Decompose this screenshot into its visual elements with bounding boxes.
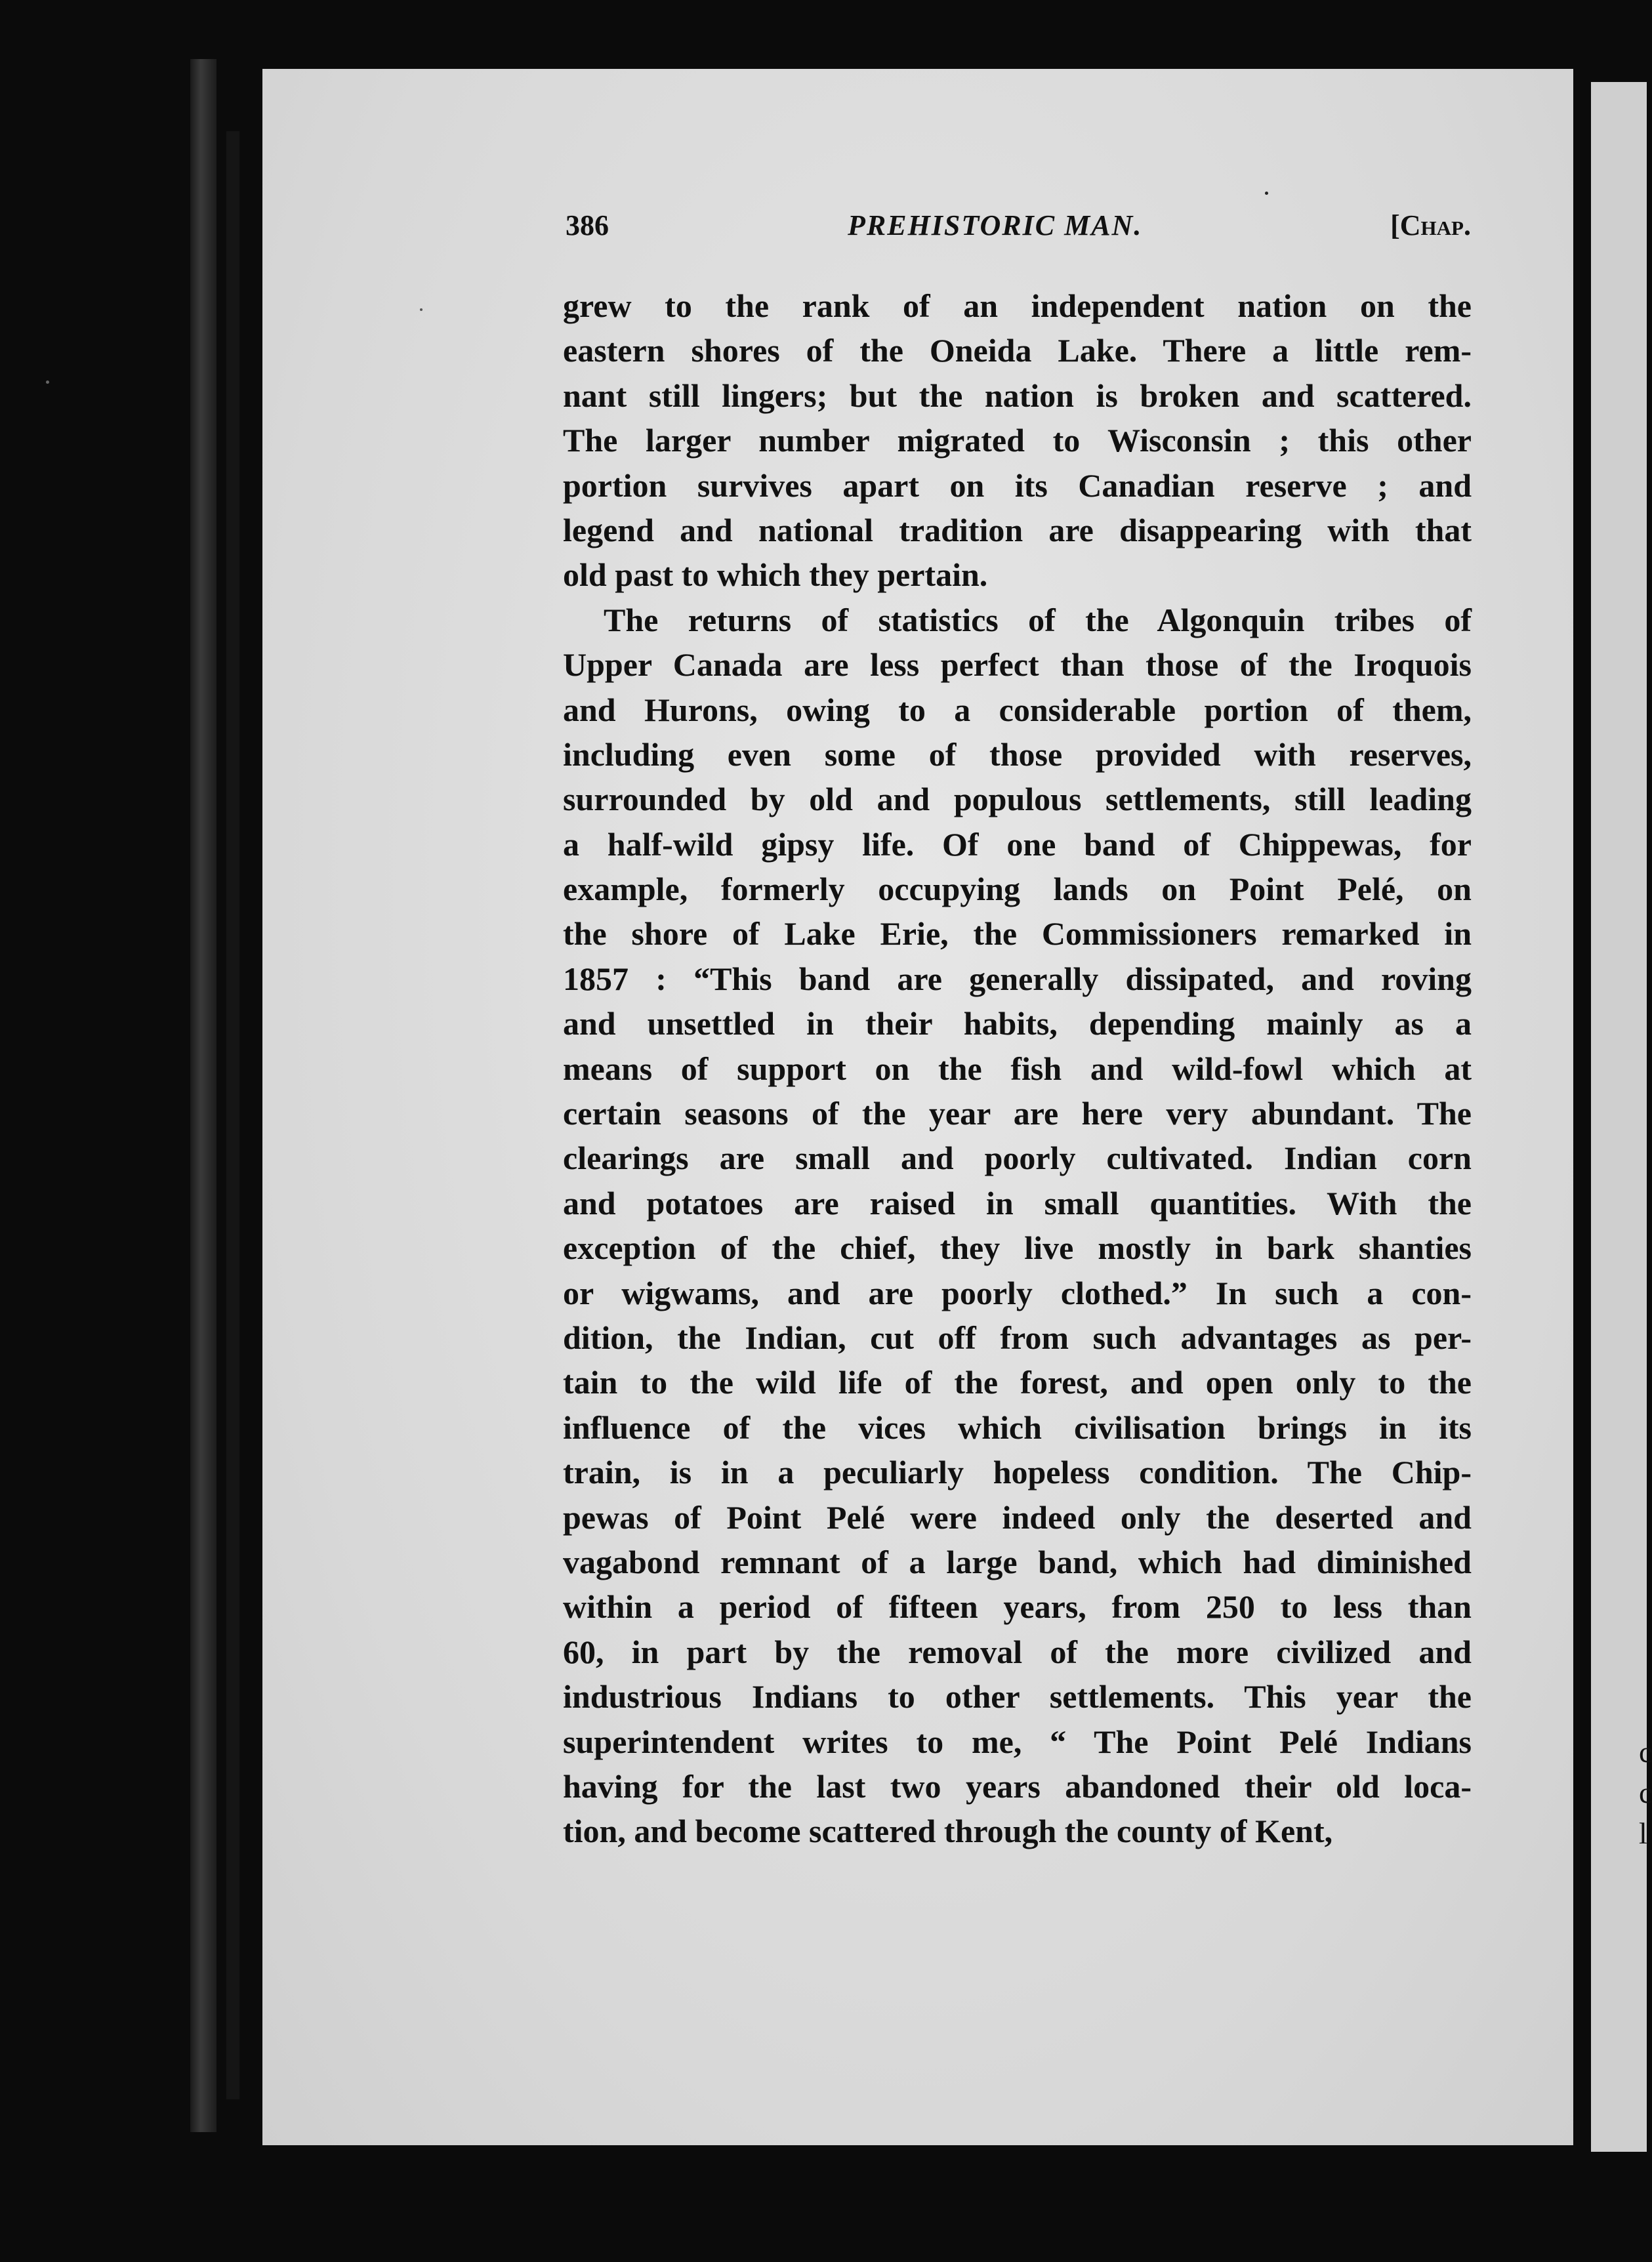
text-line: Upper Canada are less perfect than those of the Iroquois (563, 646, 1472, 684)
text-line: train, is in a peculiarly hopeless condition. The Chip- (563, 1454, 1472, 1491)
text-line: pewas of Point Pelé were indeed only the deserted and (563, 1498, 1472, 1536)
text-line: nant still lingers; but the nation is broken and scattered. (563, 377, 1472, 414)
text-line: influence of the vices which civilisation brings in its (563, 1409, 1472, 1446)
text-line: industrious Indians to other settlements. This year the (563, 1678, 1472, 1716)
text-line: within a period of fifteen years, from 250 to less than (563, 1588, 1472, 1626)
text-line: portion survives apart on its Canadian reserve ; and (563, 466, 1472, 504)
text-line: and potatoes are raised in small quantities. With the (563, 1184, 1472, 1222)
text-line: eastern shores of the Oneida Lake. There a little rem- (563, 332, 1472, 369)
text-line: surrounded by old and populous settlements, still leading (563, 781, 1472, 818)
facing-page-char: c (1639, 1735, 1652, 1769)
text-line: having for the last two years abandoned their old loca- (563, 1767, 1472, 1805)
text-line: tain to the wild life of the forest, and open only to the (563, 1364, 1472, 1401)
text-line: 1857 : “This band are generally dissipated, and roving (563, 960, 1472, 997)
scan-speck (420, 308, 423, 311)
text-line: vagabond remnant of a large band, which had diminished (563, 1543, 1472, 1580)
binding-edge (226, 131, 239, 2099)
facing-page-fragment (1639, 1732, 1652, 1854)
text-line: the shore of Lake Erie, the Commissioners remarked in (563, 915, 1472, 953)
scan-speck (46, 380, 49, 384)
text-line: dition, the Indian, cut off from such advantages as per- (563, 1319, 1472, 1356)
text-line: means of support on the fish and wild-fowl which at (563, 1050, 1472, 1087)
text-line: grew to the rank of an independent nation on the (563, 287, 1472, 324)
running-title: PREHISTORIC MAN. (848, 209, 1143, 241)
facing-page-char: l (1639, 1817, 1647, 1850)
running-head (566, 209, 1471, 248)
text-line: legend and national tradition are disappearing with that (563, 511, 1472, 548)
text-line: tion, and become scattered through the county of Kent, (563, 1813, 1333, 1850)
text-line: old past to which they pertain. (563, 556, 988, 594)
text-line: exception of the chief, they live mostly in bark shanties (563, 1229, 1472, 1267)
text-line: The larger number migrated to Wisconsin ; this other (563, 422, 1472, 459)
text-line: certain seasons of the year are here very abundant. The (563, 1095, 1472, 1132)
scan-speck (1265, 192, 1268, 195)
text-line: superintendent writes to me, “ The Point Pelé Indians (563, 1723, 1472, 1760)
text-line: and unsettled in their habits, depending mainly as a (563, 1005, 1472, 1042)
book-binding (190, 59, 217, 2132)
text-line: The returns of statistics of the Algonquin tribes of (604, 601, 1472, 638)
text-line: and Hurons, owing to a considerable portion of them, (563, 691, 1472, 728)
text-line: clearings are small and poorly cultivated. Indian corn (563, 1140, 1472, 1177)
text-line: example, formerly occupying lands on Point Pelé, on (563, 871, 1472, 908)
chapter-marker: [Chap. (1390, 209, 1471, 241)
text-line: a half-wild gipsy life. Of one band of Chippewas, for (563, 825, 1472, 863)
text-line: 60, in part by the removal of the more civilized and (563, 1633, 1472, 1670)
text-line: or wigwams, and are poorly clothed.” In such a con- (563, 1274, 1472, 1311)
body-text (563, 283, 1472, 1854)
facing-page-char: c (1639, 1776, 1652, 1809)
page-number: 386 (566, 209, 609, 241)
text-line: including even some of those provided with reserves, (563, 735, 1472, 773)
